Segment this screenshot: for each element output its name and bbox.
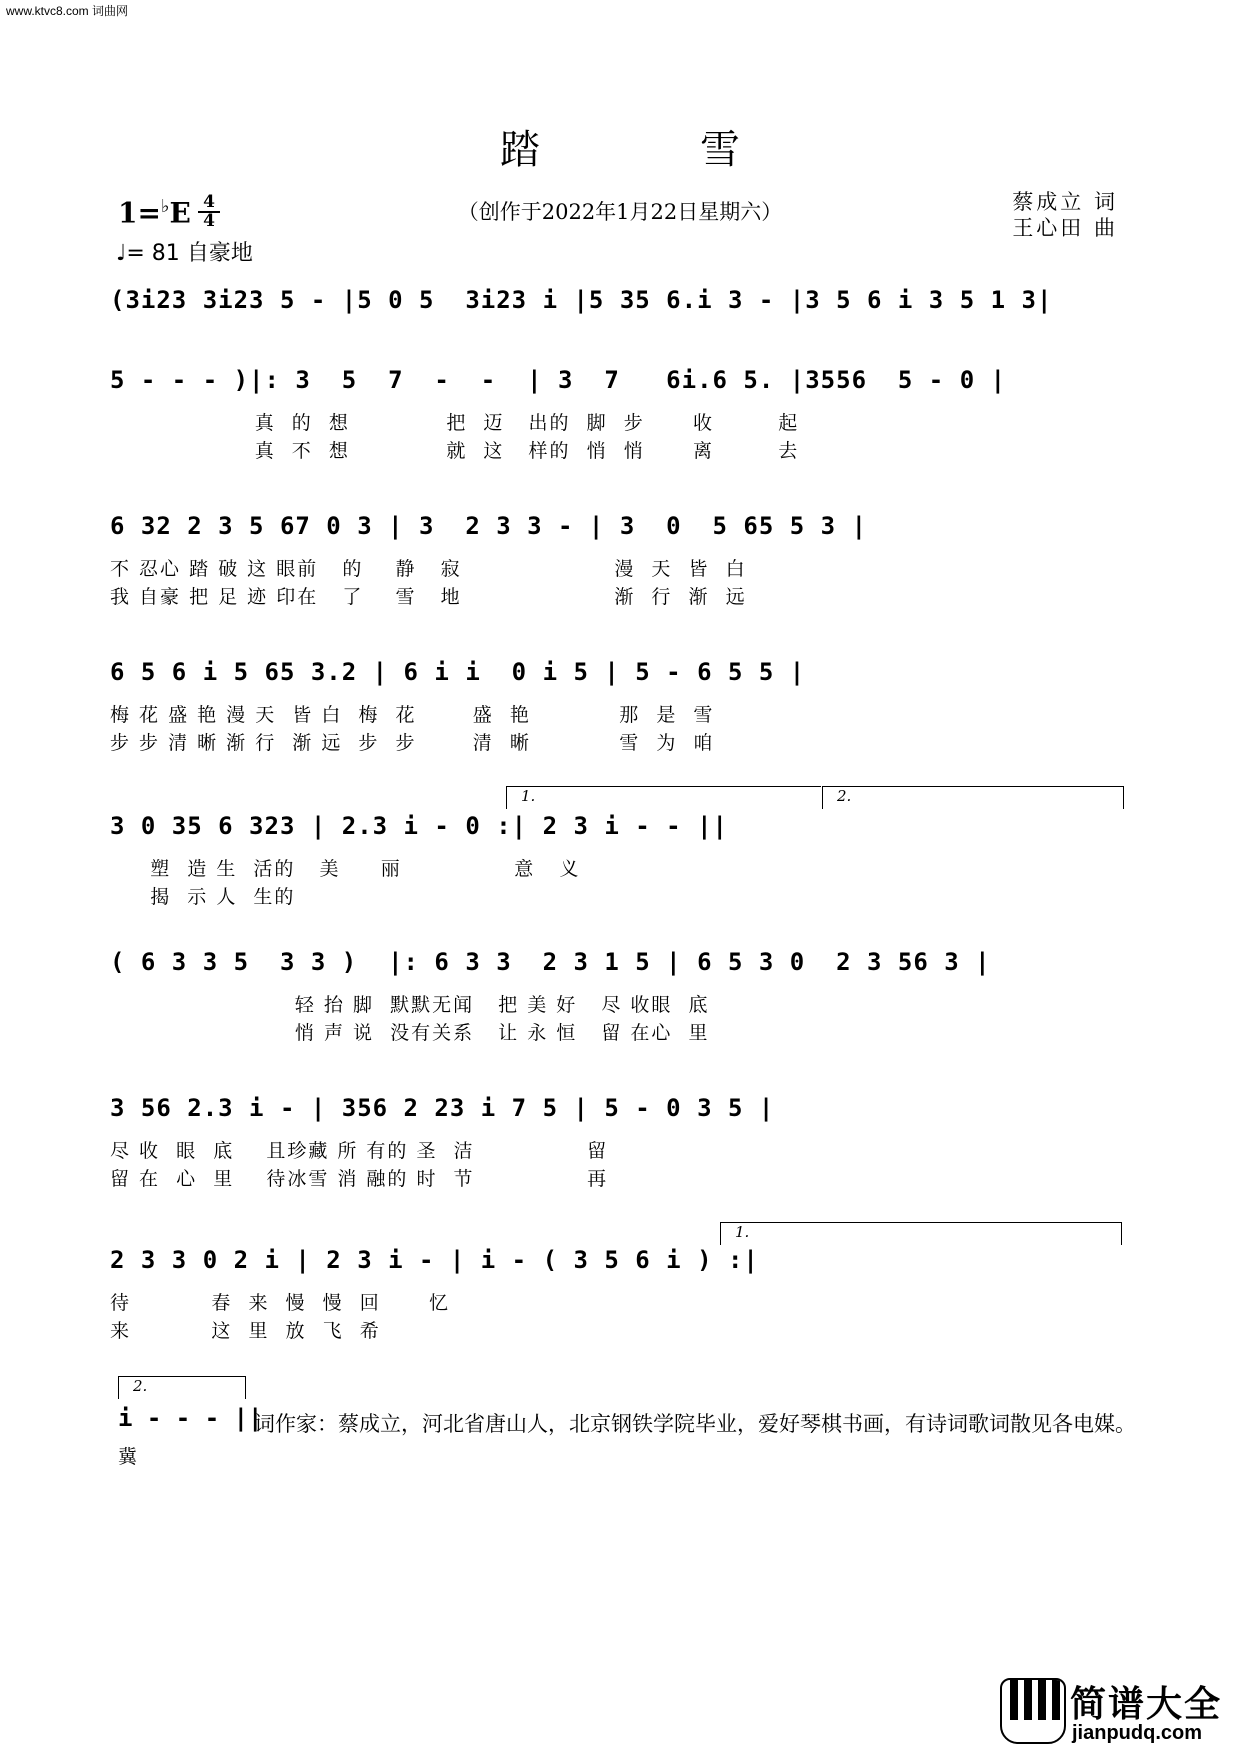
lyric-verse-1: 梅 花 盛 艳 漫 天 皆 白 梅 花 盛 艳 那 是 雪 <box>110 704 715 726</box>
notes-line: ( 6 3 3 5 3 3 ) |: 6 3 3 2 3 1 5 | 6 5 3 0 2 3 56 3 | <box>110 948 991 976</box>
notes-line: (3i23 3i23 5 - |5 0 5 3i23 i |5 35 6.i 3 - |3 5 6 i 3 5 1 3| <box>110 286 1053 314</box>
time-signature-top: 4 <box>203 192 215 212</box>
final-ending-notes: i - - - || <box>118 1404 263 1432</box>
key-prefix: 1= <box>118 196 161 230</box>
flat-sign: ♭ <box>160 196 170 217</box>
notes-line: 3 56 2.3 i - | 356 2 23 i 7 5 | 5 - 0 3 5 | <box>110 1094 775 1122</box>
lyric-verse-2: 悄 声 说 没有关系 让 永 恒 留 在心 里 <box>110 1022 710 1044</box>
lyricist-bio: 词作家：蔡成立，河北省唐山人，北京钢铁学院毕业，爱好琴棋书画，有诗词歌词散见各电媒。 <box>254 1412 1136 1436</box>
song-title: 踏雪 <box>500 127 900 173</box>
time-signature-bottom: 4 <box>198 211 220 230</box>
lyric-verse-1: 待 春 来 慢 慢 回 忆 <box>110 1292 450 1314</box>
lyric-verse-1: 塑 造 生 活的 美 丽 意 义 <box>110 858 581 880</box>
volta-first-ending-2: 1. <box>720 1222 1122 1245</box>
tempo-expression: 自豪地 <box>186 241 253 266</box>
lyric-verse-1: 真 的 想 把 迈 出的 脚 步 收 起 <box>110 412 800 434</box>
piano-keys-icon <box>1000 1678 1066 1744</box>
lyric-verse-2: 真 不 想 就 这 样的 悄 悄 离 去 <box>110 440 800 462</box>
lyric-verse-2: 来 这 里 放 飞 希 <box>110 1320 381 1342</box>
lyric-verse-1: 轻 抬 脚 默默无闻 把 美 好 尽 收眼 底 <box>110 994 710 1016</box>
lyric-verse-2: 揭 示 人 生的 <box>110 886 296 908</box>
notes-line: 6 5 6 i 5 65 3.2 | 6 i i 0 i 5 | 5 - 6 5 5 | <box>110 658 806 686</box>
composer-credit: 王心田 曲 <box>1012 216 1118 240</box>
logo-brand: 简谱大全 <box>1070 1684 1223 1725</box>
source-watermark: www.ktvc8.com 词曲网 <box>6 4 129 18</box>
lyricist-bio-continued: 冀 <box>118 1446 138 1468</box>
notes-line: 3 0 35 6 323 | 2.3 i - 0 :| 2 3 i - - || <box>110 812 728 840</box>
lyric-verse-1: 尽 收 眼 底 且珍藏 所 有的 圣 洁 留 <box>110 1140 609 1162</box>
lyric-verse-2: 留 在 心 里 待冰雪 消 融的 时 节 再 <box>110 1168 609 1190</box>
lyric-verse-1: 不 忍心 踏 破 这 眼前 的 静 寂 漫 天 皆 白 <box>110 558 747 580</box>
site-logo <box>1000 1676 1230 1746</box>
notes-line: 5 - - - )|: 3 5 7 - - | 3 7 6i.6 5. |3556 5 - 0 | <box>110 366 1007 394</box>
key-note: E <box>169 196 191 230</box>
notes-line: 6 32 2 3 5 67 0 3 | 3 2 3 3 - | 3 0 5 65 5 3 | <box>110 512 868 540</box>
subtitle: （创作于2022年1月22日星期六） <box>457 200 783 224</box>
volta-first-ending: 1. <box>506 786 821 809</box>
lyric-verse-2: 步 步 清 晰 渐 行 渐 远 步 步 清 晰 雪 为 咱 <box>110 732 715 754</box>
volta-second-ending: 2. <box>822 786 1124 809</box>
tempo-marking <box>116 236 253 267</box>
volta-second-ending-2: 2. <box>118 1376 246 1399</box>
lyricist-credit: 蔡成立 词 <box>1012 190 1118 214</box>
logo-url: jianpudq.com <box>1072 1722 1202 1744</box>
notes-line: 2 3 3 0 2 i | 2 3 i - | i - ( 3 5 6 i ) :| <box>110 1246 759 1274</box>
lyric-verse-2: 我 自豪 把 足 迹 印在 了 雪 地 渐 行 渐 远 <box>110 586 747 608</box>
tempo-bpm: ♩= 81 <box>116 241 180 266</box>
